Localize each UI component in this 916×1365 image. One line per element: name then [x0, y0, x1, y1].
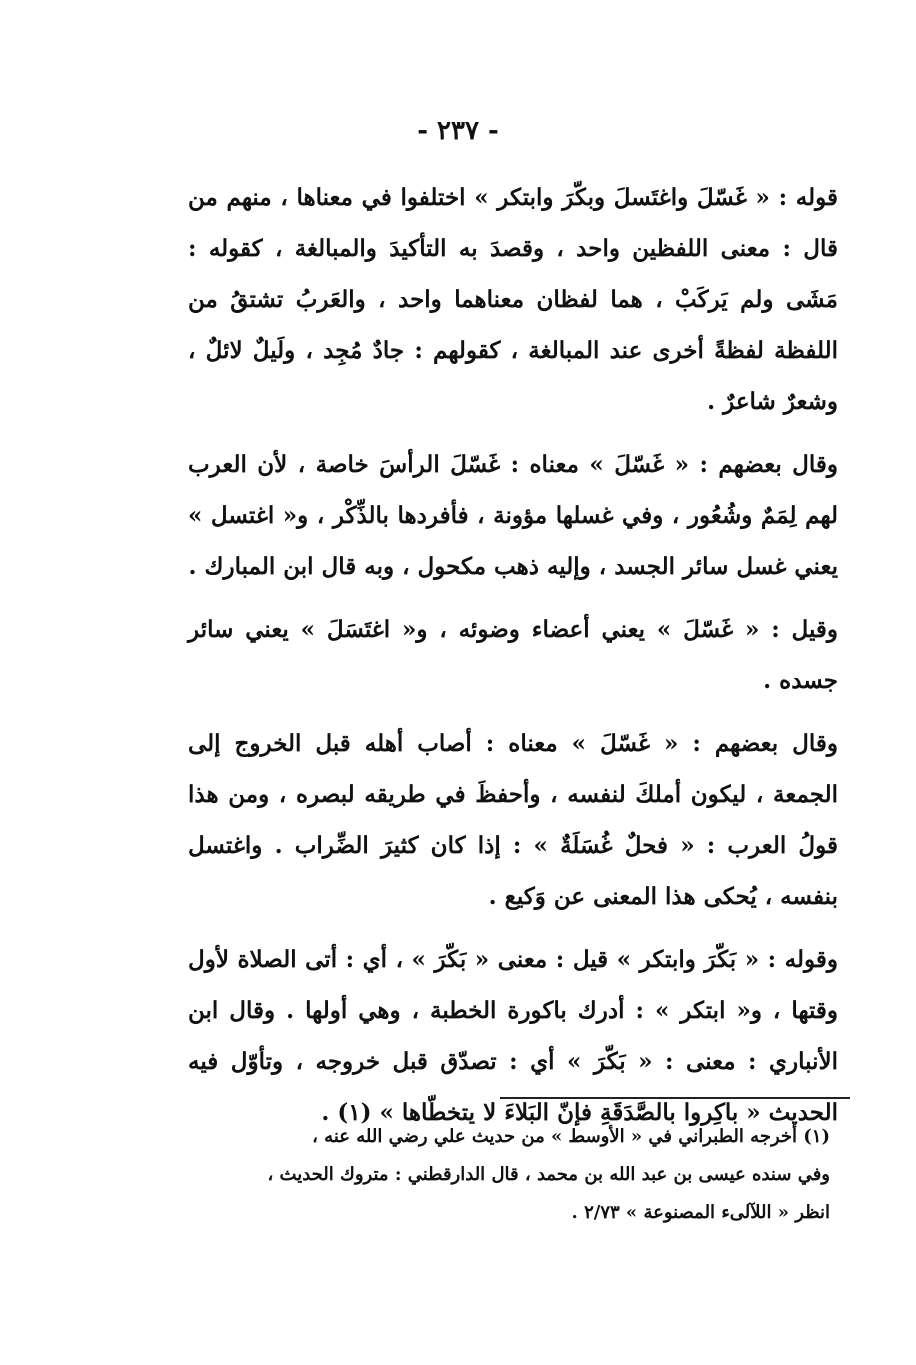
page-number: - ٢٣٧ - [417, 116, 499, 146]
footnote-line: وفي سنده عيسى بن عبد الله بن محمد ، قال الدارقطني : متروك الحديث ، [267, 1164, 830, 1185]
paragraph: قوله : « غَسّلَ واغتَسلَ وبكّرَ وابتكر » اختلفوا في معناها ، منهم من قال : معنى اللفظين واحد ، وقصدَ به التأكيدَ والمبالغة ، كقوله : مَشَى ولم يَركَبْ ، هما لفظان معناهما واحد ، والعَربُ تشتقُ من اللفظة لفظةً أخرى عند المبالغة ، كقولهم : جادٌ مُجِد ، ولَيلٌ لائلٌ ، وشعرٌ شاعرٌ . [188, 184, 838, 415]
footnotes [190, 1118, 830, 1232]
paragraph: وقوله : « بَكّرَ وابتكر » قيل : معنى « بَكّرَ » ، أي : أتى الصلاة لأول وقتها ، و« ابتكر » : أدرك باكورة الخطبة ، وهي أولها . وقال ابن الأنباري : معنى : « بَكّرَ » أي : تصدّق قبل خروجه ، وتأوّل فيه الحديث « باكِروا بالصَّدَقَةِ فإنّ البَلاءَ لا يتخطّاها » (١) . [188, 946, 838, 1126]
paragraph: وقال بعضهم : « غَسّلَ » معناه : غَسّلَ الرأسَ خاصة ، لأن العرب لهم لِمَمٌ وشُعُور ، وفي غسلها مؤونة ، فأفردها بالذِّكْر ، و« اغتسل » يعني غسل سائر الجسد ، وإليه ذهب مكحول ، وبه قال ابن المبارك . [188, 451, 838, 580]
footnote-divider [500, 1097, 850, 1099]
footnote-line: انظر « اللآلىء المصنوعة » ٢/٧٣ . [571, 1202, 830, 1223]
main-text [188, 172, 838, 1150]
paragraph: وقيل : « غَسّلَ » يعني أعضاء وضوئه ، و« اغتَسَلَ » يعني سائر جسده . [188, 616, 838, 694]
paragraph: وقال بعضهم : « غَسّلَ » معناه : أصاب أهله قبل الخروج إلى الجمعة ، ليكون أملكَ لنفسه ، وأحفظَ في طريقه لبصره ، ومن هذا قولُ العرب : « فحلٌ غُسَلَةٌ » : إذا كان كثيرَ الضِّراب . واغتسل بنفسه ، يُحكى هذا المعنى عن وَكيع . [188, 730, 838, 910]
footnote-line: (١) أخرجه الطبراني في « الأوسط » من حديث علي رضي الله عنه ، [312, 1126, 830, 1147]
